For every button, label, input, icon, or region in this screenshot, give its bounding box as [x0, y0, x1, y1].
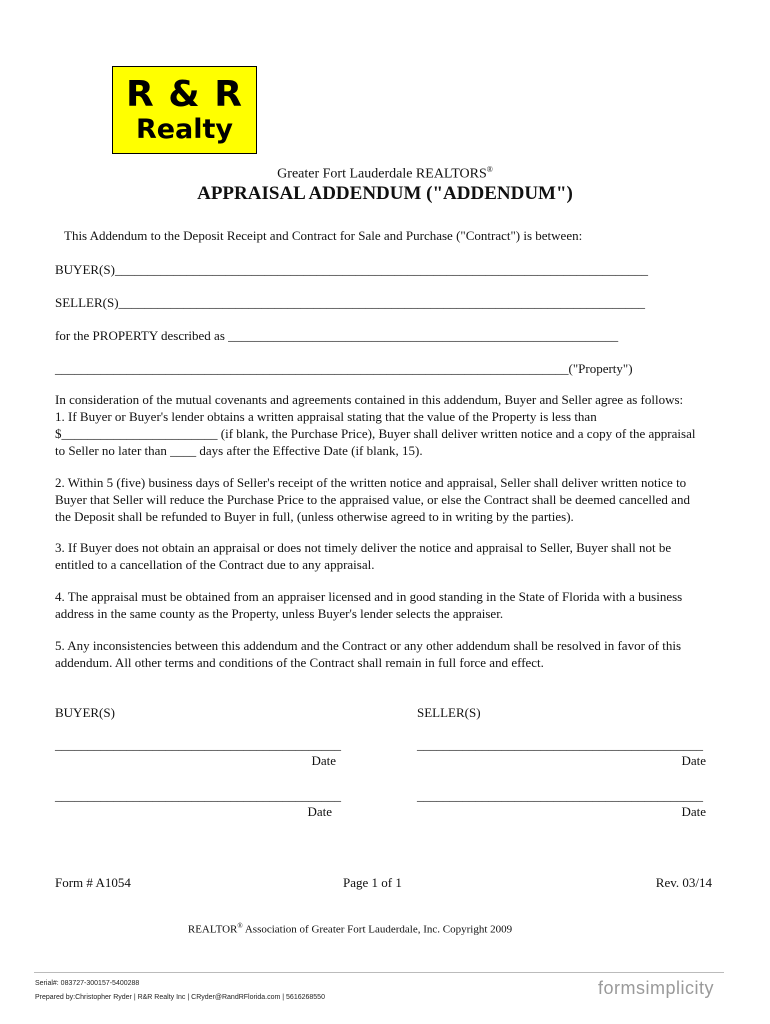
sellers-field: SELLER(S)_________________________________________________________________________________	[55, 295, 646, 310]
intro-text: This Addendum to the Deposit Receipt and Contract for Sale and Purchase ("Contract") is between:	[64, 228, 583, 243]
seller-signature-line-1: ____________________________________________	[417, 737, 703, 752]
copyright: REALTOR® Association of Greater Fort Lauderdale, Inc. Copyright 2009	[187, 922, 513, 936]
company-logo	[112, 66, 257, 154]
formsimplicity-logo: formsimplicity	[598, 978, 715, 998]
property-field: for the PROPERTY described as ____________________________________________________________	[55, 328, 619, 343]
buyer-signature-label: BUYER(S)	[55, 705, 115, 720]
buyer-signature-line-1: ____________________________________________	[55, 737, 341, 752]
clause-3: 3. If Buyer does not obtain an appraisal or does not timely deliver the notice and appraisal to Seller, Buyer shall not be entitled to a cancellation of the Contract due to any appraisal.	[55, 540, 672, 572]
buyer-date-2: Date	[307, 804, 332, 819]
seller-date-2: Date	[681, 804, 706, 819]
page-number: Page 1 of 1	[343, 875, 402, 890]
clause-1: In consideration of the mutual covenants and agreements contained in this addendum, Buyer and Seller agree as follows: 1. If Buyer or Buyer's lender obtains a written appraisal stating that the value of the Property is less than $________________________ (if blank, the Purchase Price), Buyer shall deliver written notice and a copy of the appraisal to Seller no later than ____ days after the Effective Date (if blank, 15).	[55, 392, 696, 458]
seller-signature-line-2: ____________________________________________	[417, 788, 703, 803]
association-name: Greater Fort Lauderdale REALTORS®	[277, 165, 493, 182]
registered-mark: ®	[486, 165, 493, 174]
document-title: APPRAISAL ADDENDUM ("ADDENDUM")	[197, 183, 573, 204]
property-field-continued: _______________________________________________________________________________("Property")	[55, 361, 633, 376]
revision: Rev. 03/14	[655, 875, 712, 890]
seller-signature-label: SELLER(S)	[417, 705, 481, 720]
buyer-date-1: Date	[311, 753, 336, 768]
logo-line-1: R & R	[126, 74, 243, 115]
prepared-by: Prepared by:Christopher Ryder | R&R Realty Inc | CRyder@RandRFlorida.com | 5616268550	[35, 994, 325, 1001]
logo-line-2: Realty	[135, 114, 234, 145]
serial-number: Serial#: 083727-300157-5400288	[35, 980, 140, 987]
clause-4: 4. The appraisal must be obtained from an appraiser licensed and in good standing in the State of Florida with a business address in the same county as the Property, unless Buyer's lender selects the appraiser.	[55, 589, 683, 621]
buyers-field: BUYER(S)__________________________________________________________________________________	[55, 262, 648, 277]
footer-divider	[34, 972, 724, 973]
seller-date-1: Date	[681, 753, 706, 768]
form-number: Form # A1054	[55, 875, 131, 890]
clause-2: 2. Within 5 (five) business days of Seller's receipt of the written notice and appraisal, Seller shall deliver written notice to Buyer that Seller will reduce the Purchase Price to the appraised value, or else the Contract shall be deemed cancelled and the Deposit shall be refunded to Buyer in full, (unless otherwise agreed to in writing by the parties).	[55, 475, 690, 524]
buyer-signature-line-2: ____________________________________________	[55, 788, 341, 803]
clause-5: 5. Any inconsistencies between this addendum and the Contract or any other addendum shall be resolved in favor of this addendum. All other terms and conditions of the Contract shall remain in full force and effect.	[55, 638, 682, 670]
